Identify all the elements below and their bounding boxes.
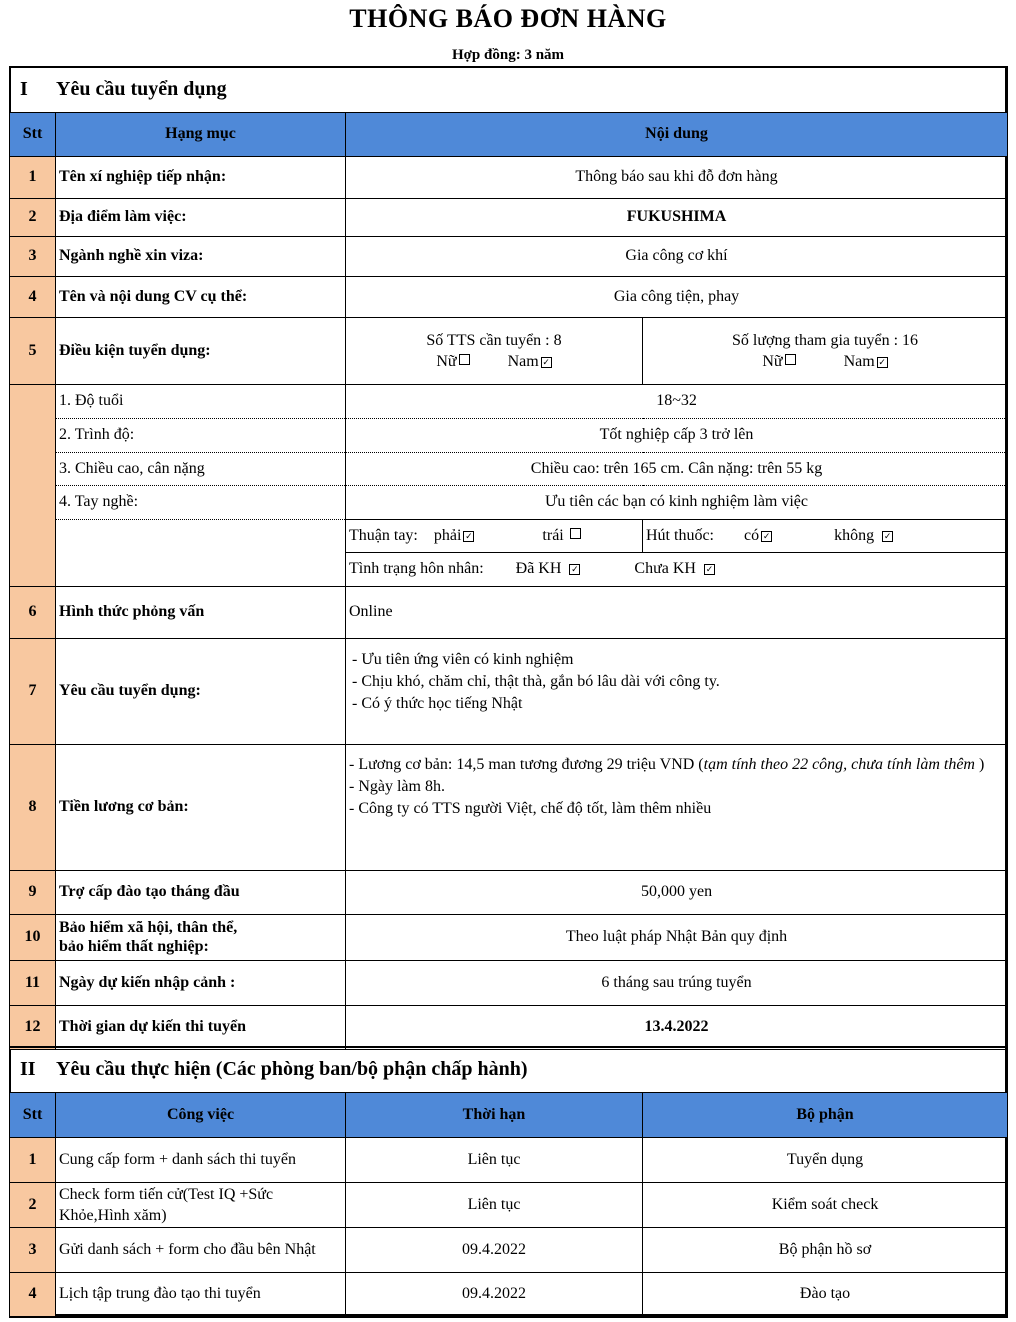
hand-right-checkbox: ✓	[465, 530, 473, 541]
table-row	[10, 317, 1008, 384]
salary-line-3: - Công ty có TTS người Việt, chế độ tốt, làm thêm nhiều	[349, 799, 712, 817]
handedness-label: Thuận tay:	[349, 526, 418, 544]
header-deadline: Thời hạn	[346, 1092, 643, 1137]
row-label	[56, 914, 346, 960]
condition-value: Chiều cao: trên 165 cm. Cân nặng: trên 55 kg	[346, 452, 1008, 485]
table-row	[10, 870, 1008, 914]
task-row	[10, 1182, 1008, 1227]
condition-label: 3. Chiều cao, cân nặng	[56, 452, 346, 485]
row-stt: 2	[10, 198, 56, 236]
task-stt: 2	[10, 1182, 56, 1227]
male-label: Nam	[507, 352, 539, 370]
row-stt: 8	[10, 744, 56, 870]
male-checkbox: ✓	[878, 356, 886, 367]
trainee-count-cell	[346, 317, 643, 384]
task-stt: 1	[10, 1137, 56, 1182]
row-label: Điều kiện tuyển dụng:	[56, 317, 346, 384]
condition-row	[10, 418, 1008, 452]
insurance-label-2: bảo hiểm thất nghiệp:	[59, 938, 209, 955]
row-value: Online	[346, 586, 1008, 638]
condition-row	[10, 384, 1008, 418]
requirements-cell	[346, 638, 1008, 744]
marital-cell	[346, 552, 1008, 586]
section-2-header	[10, 1092, 1008, 1137]
row-stt: 6	[10, 586, 56, 638]
section-2-label: Yêu cầu thực hiện (Các phòng ban/bộ phận chấp hành)	[56, 1058, 528, 1081]
header-task: Công việc	[56, 1092, 346, 1137]
page-title: THÔNG BÁO ĐƠN HÀNG	[349, 4, 667, 33]
condition-label: 1. Độ tuổi	[56, 384, 346, 418]
row-stt: 3	[10, 236, 56, 276]
row-label: Tên xí nghiệp tiếp nhận:	[56, 156, 346, 198]
condition-row	[10, 485, 1008, 519]
header-stt: Stt	[10, 1092, 56, 1137]
task-deadline: Liên tục	[346, 1137, 643, 1182]
row-label: Hình thức phỏng vấn	[56, 586, 346, 638]
requirement-line: - Có ý thức học tiếng Nhật	[352, 694, 523, 712]
row-label: Địa điểm làm việc:	[56, 198, 346, 236]
task-department: Bộ phận hồ sơ	[643, 1227, 1008, 1272]
condition-value: Tốt nghiệp cấp 3 trở lên	[346, 418, 1008, 452]
row-stt: 4	[10, 276, 56, 317]
row-stt: 10	[10, 914, 56, 960]
contract-duration: Hợp đồng: 3 năm	[451, 47, 565, 63]
row-label: Tiền lương cơ bản:	[56, 744, 346, 870]
smoking-label: Hút thuốc:	[646, 526, 714, 544]
participant-count: Số lượng tham gia tuyển : 16	[732, 331, 919, 349]
task-stt: 4	[10, 1272, 56, 1317]
row-value: Gia công tiện, phay	[346, 276, 1008, 317]
married-checkbox: ✓	[571, 564, 579, 574]
section-1-title	[10, 67, 1008, 112]
row-value: 13.4.2022	[346, 1005, 1008, 1049]
row-value: 50,000 yen	[346, 870, 1008, 914]
salary-note: tạm tính theo 22 công, chưa tính làm thêm	[703, 755, 975, 773]
task-row	[10, 1137, 1008, 1182]
single-label: Chưa KH	[634, 560, 696, 577]
row-value: Gia công cơ khí	[346, 236, 1008, 276]
row-stt: 11	[10, 960, 56, 1005]
row-stt: 7	[10, 638, 56, 744]
condition-value: Ưu tiên các bạn có kinh nghiệm làm việc	[346, 485, 1008, 519]
table-row	[10, 276, 1008, 317]
marital-label: Tình trạng hôn nhân:	[349, 560, 484, 577]
condition-value: 18~32	[346, 384, 1008, 418]
smoke-yes-checkbox: ✓	[762, 530, 771, 541]
row-stt: 12	[10, 1005, 56, 1049]
section-1-roman: I	[20, 78, 28, 101]
male-label: Nam	[843, 352, 875, 370]
task-name: Lịch tập trung đào tạo thi tuyển	[56, 1272, 346, 1317]
table-row	[10, 586, 1008, 638]
table-row	[10, 638, 1008, 744]
task-row	[10, 1272, 1008, 1317]
salary-note-end: )	[974, 755, 985, 773]
male-checkbox: ✓	[542, 356, 550, 367]
smoke-no-label: không	[834, 526, 875, 544]
hand-left-label: trái	[542, 526, 564, 544]
row-value: Thông báo sau khi đỗ đơn hàng	[346, 156, 1008, 198]
task-deadline: 09.4.2022	[346, 1272, 643, 1317]
row-stt: 5	[10, 317, 56, 384]
smoking-cell	[643, 519, 1008, 552]
hand-right-label: phải	[433, 526, 462, 544]
table-row	[10, 156, 1008, 198]
header-content: Nội dung	[346, 112, 1008, 156]
condition-label: 2. Trình độ:	[56, 418, 346, 452]
task-department: Đào tạo	[643, 1272, 1008, 1317]
salary-line-2: - Ngày làm 8h.	[349, 777, 445, 795]
recruitment-table	[9, 66, 1008, 1050]
section-2-title	[10, 1047, 1008, 1092]
female-checkbox	[459, 354, 470, 365]
condition-row	[10, 452, 1008, 485]
header-item: Hạng mục	[56, 112, 346, 156]
header-stt: Stt	[10, 112, 56, 156]
female-checkbox	[785, 354, 796, 365]
salary-cell	[346, 744, 1008, 870]
insurance-label-1: Bảo hiểm xã hội, thân thể,	[59, 919, 238, 936]
task-name: Cung cấp form + danh sách thi tuyển	[56, 1137, 346, 1182]
task-department: Kiểm soát check	[643, 1182, 1008, 1227]
row-stt: 9	[10, 870, 56, 914]
task-name: Gửi danh sách + form cho đầu bên Nhật	[56, 1227, 346, 1272]
task-row	[10, 1227, 1008, 1272]
trainee-count: Số TTS cần tuyển : 8	[426, 331, 562, 349]
row-label: Ngày dự kiến nhập cảnh :	[56, 960, 346, 1005]
task-stt: 3	[10, 1227, 56, 1272]
condition-empty	[56, 519, 346, 586]
conditions-stt	[10, 384, 56, 586]
execution-table	[9, 1046, 1008, 1318]
hand-left-checkbox	[570, 528, 581, 539]
row-value: FUKUSHIMA	[346, 198, 1008, 236]
row-label: Ngành nghề xin viza:	[56, 236, 346, 276]
requirement-line: - Ưu tiên ứng viên có kinh nghiệm	[352, 650, 574, 668]
participant-count-cell	[643, 317, 1008, 384]
row-label: Thời gian dự kiến thi tuyển	[56, 1005, 346, 1049]
task-name: Check form tiến cử(Test IQ +Sức Khỏe,Hình xăm)	[56, 1182, 346, 1227]
salary-text: - Lương cơ bản: 14,5 man tương đương 29 triệu VND (	[349, 755, 704, 773]
task-department: Tuyển dụng	[643, 1137, 1008, 1182]
handedness-cell	[346, 519, 643, 552]
row-label: Trợ cấp đào tạo tháng đầu	[56, 870, 346, 914]
condition-label: 4. Tay nghề:	[56, 485, 346, 519]
table-row	[10, 1005, 1008, 1049]
condition-row	[10, 519, 1008, 552]
row-label: Yêu cầu tuyển dụng:	[56, 638, 346, 744]
married-label: Đã KH	[515, 560, 562, 577]
row-value: 6 tháng sau trúng tuyển	[346, 960, 1008, 1005]
table-row	[10, 198, 1008, 236]
female-label: Nữ	[762, 352, 783, 370]
table-row	[10, 744, 1008, 870]
row-stt: 1	[10, 156, 56, 198]
table-row	[10, 960, 1008, 1005]
requirement-line: - Chịu khó, chăm chỉ, thật thà, gắn bó lâu dài với công ty.	[352, 672, 720, 690]
single-checkbox: ✓	[705, 564, 714, 574]
task-deadline: 09.4.2022	[346, 1227, 643, 1272]
row-label: Tên và nội dung CV cụ thể:	[56, 276, 346, 317]
row-value: Theo luật pháp Nhật Bản quy định	[346, 914, 1008, 960]
header-department: Bộ phận	[643, 1092, 1008, 1137]
smoke-no-checkbox: ✓	[883, 530, 892, 541]
section-1-label: Yêu cầu tuyển dụng	[56, 78, 227, 101]
female-label: Nữ	[436, 352, 457, 370]
table-row	[10, 914, 1008, 960]
smoke-yes-label: có	[744, 526, 760, 544]
table-row	[10, 236, 1008, 276]
task-deadline: Liên tục	[346, 1182, 643, 1227]
salary-line-1	[349, 754, 1004, 776]
section-2-roman: II	[20, 1058, 36, 1081]
section-1-header	[10, 112, 1008, 156]
